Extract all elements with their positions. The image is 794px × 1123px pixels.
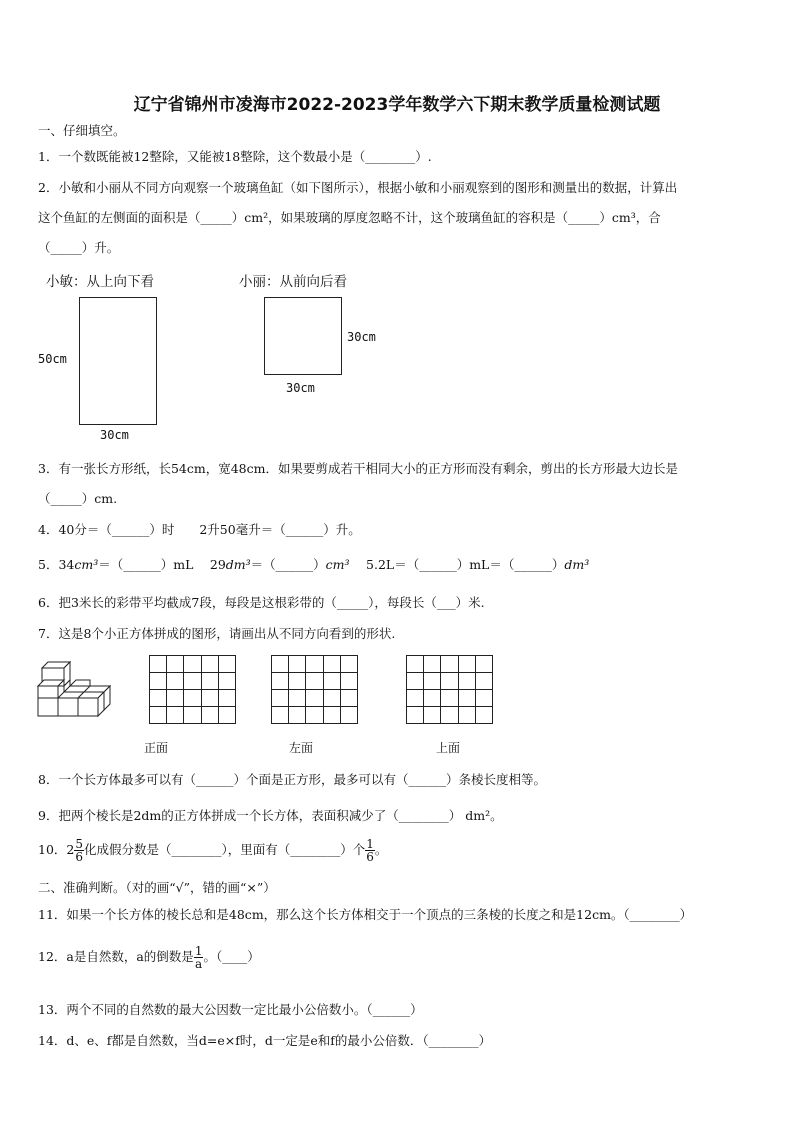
- grid-front-view[interactable]: [149, 655, 236, 724]
- question-2-line-1: 2．小敏和小丽从不同方向观察一个玻璃鱼缸（如下图所示），根据小敏和小丽观察到的图形和测量出的数据，计算出: [38, 180, 678, 195]
- question-3-line-1: 3．有一张长方形纸，长54cm，宽48cm．如果要剪成若干相同大小的正方形而没有剩余，剪出的长方形最大边长是: [38, 461, 678, 476]
- question-13: 13．两个不同的自然数的最大公因数一定比最小公倍数小。（______）: [38, 1002, 423, 1017]
- page-title: 辽宁省锦州市凌海市2022-2023学年数学六下期末教学质量检测试题: [133, 95, 661, 115]
- caption-xiaoli: 小丽：从前向后看: [239, 274, 347, 290]
- question-8: 8．一个长方体最多可以有（______）个面是正方形，最多可以有（______）条棱长度相等。: [38, 772, 546, 787]
- label-front-view: 正面: [144, 741, 169, 755]
- question-9: 9．把两个棱长是2dm的正方体拼成一个长方体，表面积减少了（________） dm²。: [38, 808, 503, 823]
- top-view-rectangle: [79, 297, 157, 425]
- grid-top-view[interactable]: [406, 655, 493, 724]
- front-view-square: [264, 297, 342, 375]
- dimension-30cm-bottom-left: 30cm: [100, 428, 129, 442]
- fraction-5-6: $\frac{5}{6}$: [75, 837, 83, 864]
- label-left-view: 左面: [289, 741, 314, 755]
- question-11: 11．如果一个长方体的棱长总和是48cm，那么这个长方体相交于一个顶点的三条棱的长度之和是12cm。（________）: [38, 907, 693, 922]
- question-2-line-2: 这个鱼缸的左侧面的面积是（_____）cm²，如果玻璃的厚度忽略不计，这个玻璃鱼缸的容积是（_____）cm³，合: [38, 210, 661, 225]
- section-2-heading: 二、准确判断。（对的画“√”，错的画“×”）: [38, 880, 276, 895]
- section-1-heading: 一、仔细填空。: [38, 123, 126, 138]
- dimension-30cm-bottom-right: 30cm: [286, 381, 315, 395]
- question-4: 4．40分＝（______）时 2升50毫升＝（______）升。: [38, 522, 361, 537]
- question-6: 6．把3米长的彩带平均截成7段，每段是这根彩带的（_____），每段长（___）米.: [38, 595, 485, 610]
- caption-xiaomin: 小敏：从上向下看: [46, 274, 154, 290]
- fraction-1-a: $\frac{1}{a}$: [194, 944, 203, 971]
- question-3-line-2: （_____）cm.: [38, 491, 118, 506]
- dimension-50cm: 50cm: [38, 352, 67, 366]
- question-7: 7．这是8个小正方体拼成的图形，请画出从不同方向看到的形状.: [38, 626, 396, 641]
- question-1: 1．一个数既能被12整除，又能被18整除，这个数最小是（________）.: [38, 149, 432, 164]
- cube-stack-figure: [36, 658, 118, 720]
- fraction-1-6: $\frac{1}{6}$: [366, 837, 374, 864]
- question-10: 10．2 $\frac{5}{6}$ 化成假分数是（________），里面有（________）个 $\frac{1}{6}$ 。: [38, 837, 388, 864]
- grid-left-view[interactable]: [271, 655, 358, 724]
- dimension-30cm-right: 30cm: [347, 330, 376, 344]
- question-12: 12．a是自然数，a的倒数是 $\frac{1}{a}$ 。（____）: [38, 944, 260, 971]
- question-5: 5．34cm³＝（______）mL 29dm³＝（______）cm³ 5.2L＝（______）mL＝（______）dm³: [38, 557, 590, 572]
- question-2-line-3: （_____）升。: [38, 240, 120, 255]
- label-top-view: 上面: [436, 741, 461, 755]
- question-14: 14．d、e、f都是自然数，当d=e×f时，d一定是e和f的最小公倍数．（________）: [38, 1033, 492, 1048]
